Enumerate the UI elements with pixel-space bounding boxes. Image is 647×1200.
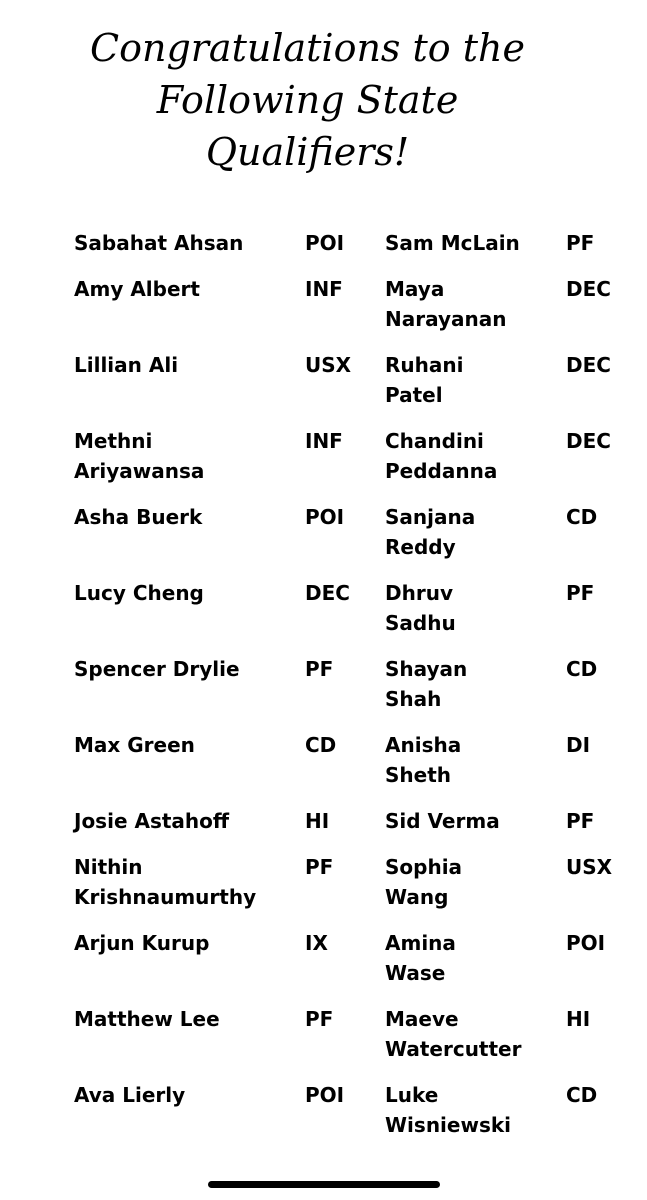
right-qualifier-name: Sid Verma (385, 809, 500, 833)
left-qualifier-event: PF (305, 657, 334, 681)
right-qualifier-name: Chandini Peddanna (385, 429, 498, 483)
left-qualifier-event: POI (305, 505, 345, 529)
left-qualifier-name: Ava Lierly (74, 1083, 186, 1107)
right-qualifier-event: PF (566, 581, 595, 605)
right-qualifier-name: Ruhani Patel (385, 353, 464, 407)
qualifier-row (74, 502, 636, 578)
qualifier-row (74, 730, 636, 806)
home-indicator-bar[interactable] (208, 1181, 440, 1188)
right-qualifier-name: Sophia Wang (385, 855, 463, 909)
right-qualifier-event: PF (566, 231, 595, 255)
right-qualifier-event: DEC (566, 277, 611, 301)
right-qualifier-event: DI (566, 733, 591, 757)
right-qualifier-name: Amina Wase (385, 931, 456, 985)
title-line: Congratulations to the (90, 26, 525, 70)
left-qualifier-event: INF (305, 277, 343, 301)
left-qualifier-name: Amy Albert (74, 277, 200, 301)
left-qualifier-event: CD (305, 733, 337, 757)
left-qualifier-name: Methni Ariyawansa (74, 429, 205, 483)
right-qualifier-event: USX (566, 855, 613, 879)
qualifier-row (74, 1080, 636, 1156)
right-qualifier-name: Maeve Watercutter (385, 1007, 522, 1061)
qualifier-row (74, 852, 636, 928)
qualifiers-table (74, 228, 636, 1156)
left-qualifier-name: Asha Buerk (74, 505, 203, 529)
right-qualifier-event: DEC (566, 353, 611, 377)
left-qualifier-event: POI (305, 1083, 345, 1107)
qualifier-row (74, 806, 636, 852)
right-qualifier-name: Maya Narayanan (385, 277, 507, 331)
qualifier-row (74, 350, 636, 426)
left-qualifier-name: Josie Astahoff (74, 809, 230, 833)
title-line: Qualifiers! (205, 130, 410, 174)
right-qualifier-name: Sam McLain (385, 231, 520, 255)
right-qualifier-name: Dhruv Sadhu (385, 581, 456, 635)
page-title (0, 22, 615, 178)
qualifier-row (74, 228, 636, 274)
qualifier-row (74, 928, 636, 1004)
qualifier-row (74, 578, 636, 654)
left-qualifier-name: Lillian Ali (74, 353, 179, 377)
right-qualifier-name: Shayan Shah (385, 657, 468, 711)
left-qualifier-name: Lucy Cheng (74, 581, 204, 605)
left-qualifier-event: PF (305, 1007, 334, 1031)
left-qualifier-name: Spencer Drylie (74, 657, 240, 681)
right-qualifier-event: POI (566, 931, 606, 955)
left-qualifier-event: DEC (305, 581, 350, 605)
qualifier-row (74, 654, 636, 730)
right-qualifier-event: HI (566, 1007, 591, 1031)
left-qualifier-name: Sabahat Ahsan (74, 231, 244, 255)
qualifier-row (74, 426, 636, 502)
qualifier-row (74, 274, 636, 350)
left-qualifier-event: INF (305, 429, 343, 453)
right-qualifier-name: Luke Wisniewski (385, 1083, 512, 1137)
left-qualifier-event: POI (305, 231, 345, 255)
left-qualifier-event: HI (305, 809, 330, 833)
title-line: Following State (156, 78, 459, 122)
right-qualifier-name: Sanjana Reddy (385, 505, 476, 559)
right-qualifier-event: CD (566, 505, 598, 529)
right-qualifier-event: CD (566, 657, 598, 681)
left-qualifier-name: Arjun Kurup (74, 931, 210, 955)
left-qualifier-event: IX (305, 931, 328, 955)
qualifier-row (74, 1004, 636, 1080)
left-qualifier-name: Nithin Krishnaumurthy (74, 855, 257, 909)
right-qualifier-event: DEC (566, 429, 611, 453)
left-qualifier-name: Max Green (74, 733, 195, 757)
right-qualifier-event: CD (566, 1083, 598, 1107)
qualifiers-table-body (74, 228, 636, 1156)
left-qualifier-event: PF (305, 855, 334, 879)
right-qualifier-name: Anisha Sheth (385, 733, 462, 787)
left-qualifier-name: Matthew Lee (74, 1007, 220, 1031)
left-qualifier-event: USX (305, 353, 352, 377)
right-qualifier-event: PF (566, 809, 595, 833)
